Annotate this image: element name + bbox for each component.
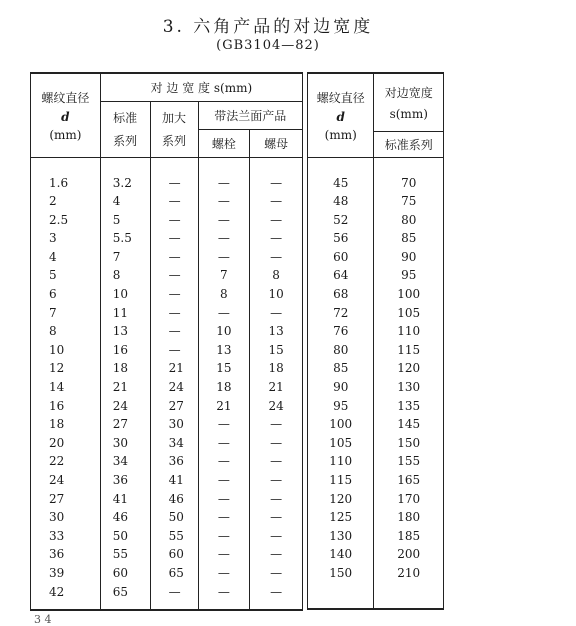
table-cell: —: [250, 471, 303, 490]
header-label: 标准: [113, 111, 138, 125]
table-cell: 120: [374, 359, 444, 378]
table-cell: 150: [374, 434, 444, 453]
table-cell: —: [250, 452, 303, 471]
standard-code: (GB3104—82): [216, 38, 320, 53]
table-cell: 100: [308, 415, 374, 434]
table-cell: —: [250, 211, 303, 230]
header-thread-diameter: [308, 73, 374, 157]
table-row: [31, 527, 303, 546]
bottom-cell: [308, 583, 374, 610]
table-cell: 200: [374, 545, 444, 564]
table-cell: 15: [198, 359, 250, 378]
table-cell: —: [150, 229, 198, 248]
spacer-cell: [250, 157, 303, 174]
table-cell: 105: [308, 434, 374, 453]
table-cell: 36: [100, 471, 150, 490]
table-cell: —: [150, 583, 198, 602]
table-cell: 2.5: [31, 211, 101, 230]
table-row: [31, 304, 303, 323]
table-cell: 8: [198, 285, 250, 304]
table-cell: —: [250, 415, 303, 434]
table-cell: 36: [31, 545, 101, 564]
table-row: [31, 397, 303, 416]
table-cell: 125: [308, 508, 374, 527]
table-cell: 30: [100, 434, 150, 453]
table-cell: 5: [31, 266, 101, 285]
right-table: [307, 72, 444, 610]
spacer-cell: [100, 157, 150, 174]
table-row: [31, 564, 303, 583]
table-cell: —: [198, 471, 250, 490]
table-cell: 39: [31, 564, 101, 583]
table-cell: 27: [150, 397, 198, 416]
table-cell: 13: [250, 322, 303, 341]
table-cell: 20: [31, 434, 101, 453]
table-cell: 46: [150, 490, 198, 509]
table-cell: 18: [250, 359, 303, 378]
table-row: [31, 211, 303, 230]
table-row: [308, 564, 444, 583]
spacer-row: [308, 157, 444, 174]
table-cell: —: [198, 229, 250, 248]
table-row: [308, 527, 444, 546]
table-cell: 42: [31, 583, 101, 602]
table-row: [308, 285, 444, 304]
table-cell: 76: [308, 322, 374, 341]
header-enlarged: [150, 101, 198, 157]
table-cell: 170: [374, 490, 444, 509]
table-row: [31, 378, 303, 397]
header-label: 系列: [113, 134, 138, 148]
spacer-cell: [31, 157, 101, 174]
table-cell: 85: [308, 359, 374, 378]
table-cell: —: [250, 490, 303, 509]
table-cell: 10: [250, 285, 303, 304]
table-cell: 10: [31, 341, 101, 360]
table-cell: —: [150, 285, 198, 304]
left-table: [30, 72, 303, 611]
header-standard: [100, 101, 150, 157]
spacer-cell: [198, 157, 250, 174]
table-cell: —: [250, 434, 303, 453]
table-cell: —: [150, 266, 198, 285]
table-cell: 18: [198, 378, 250, 397]
table-cell: —: [198, 248, 250, 267]
bottom-row: [308, 583, 444, 610]
table-cell: 64: [308, 266, 374, 285]
table-row: [308, 471, 444, 490]
table-row: [31, 434, 303, 453]
table-cell: —: [198, 211, 250, 230]
header-unit: s(mm): [389, 106, 428, 121]
table-cell: 100: [374, 285, 444, 304]
table-row: [31, 490, 303, 509]
table-row: [308, 490, 444, 509]
table-cell: 5: [100, 211, 150, 230]
table-row: [308, 174, 444, 193]
table-cell: 80: [308, 341, 374, 360]
table-cell: 120: [308, 490, 374, 509]
table-cell: 8: [100, 266, 150, 285]
table-cell: 46: [100, 508, 150, 527]
table-row: [308, 378, 444, 397]
bottom-cell: [100, 601, 150, 610]
table-cell: 30: [31, 508, 101, 527]
table-row: [308, 192, 444, 211]
table-cell: —: [198, 174, 250, 193]
table-cell: —: [250, 527, 303, 546]
table-cell: 6: [31, 285, 101, 304]
table-cell: —: [198, 304, 250, 323]
header-bolt: 螺栓: [198, 129, 250, 157]
table-cell: —: [198, 508, 250, 527]
table-cell: 18: [31, 415, 101, 434]
table-row: [31, 285, 303, 304]
table-cell: 65: [100, 583, 150, 602]
table-row: [31, 322, 303, 341]
table-cell: —: [198, 583, 250, 602]
page-footer-mark: 3 4: [34, 613, 52, 626]
table-row: [308, 397, 444, 416]
table-cell: 4: [100, 192, 150, 211]
table-row: [31, 341, 303, 360]
table-cell: 24: [31, 471, 101, 490]
table-cell: 135: [374, 397, 444, 416]
header-nut: 螺母: [250, 129, 303, 157]
table-cell: 21: [250, 378, 303, 397]
table-row: [308, 322, 444, 341]
table-cell: 145: [374, 415, 444, 434]
table-cell: 10: [198, 322, 250, 341]
table-cell: 75: [374, 192, 444, 211]
table-cell: 41: [100, 490, 150, 509]
table-cell: 115: [374, 341, 444, 360]
table-row: [308, 341, 444, 360]
table-cell: —: [150, 341, 198, 360]
table-cell: 30: [150, 415, 198, 434]
table-row: [308, 452, 444, 471]
table-cell: 60: [308, 248, 374, 267]
table-cell: 80: [374, 211, 444, 230]
header-symbol: d: [61, 109, 70, 124]
table-row: [31, 583, 303, 602]
table-cell: 70: [374, 174, 444, 193]
header-width: [374, 73, 444, 131]
table-cell: 41: [150, 471, 198, 490]
table-row: [31, 359, 303, 378]
table-cell: —: [198, 415, 250, 434]
table-row: [308, 304, 444, 323]
table-row: [31, 266, 303, 285]
table-cell: 130: [374, 378, 444, 397]
table-cell: 155: [374, 452, 444, 471]
header-flange-group: 带法兰面产品: [198, 101, 303, 129]
header-label: 螺纹直径: [316, 90, 365, 105]
table-cell: —: [250, 564, 303, 583]
spacer-cell: [308, 157, 374, 174]
table-cell: —: [250, 248, 303, 267]
bottom-cell: [150, 601, 198, 610]
bottom-cell: [374, 583, 444, 610]
table-row: [31, 248, 303, 267]
table-cell: —: [250, 508, 303, 527]
table-cell: 48: [308, 192, 374, 211]
spacer-cell: [374, 157, 444, 174]
table-cell: —: [250, 304, 303, 323]
table-cell: 52: [308, 211, 374, 230]
table-row: [308, 545, 444, 564]
table-cell: 11: [100, 304, 150, 323]
table-cell: 50: [100, 527, 150, 546]
table-cell: 7: [31, 304, 101, 323]
table-cell: 22: [31, 452, 101, 471]
table-cell: —: [250, 583, 303, 602]
header-label: 系列: [162, 134, 187, 148]
table-cell: 115: [308, 471, 374, 490]
table-cell: 3.2: [100, 174, 150, 193]
header-label: 加大: [162, 111, 187, 125]
bottom-cell: [250, 601, 303, 610]
table-cell: 60: [150, 545, 198, 564]
table-row: [31, 192, 303, 211]
table-cell: 33: [31, 527, 101, 546]
header-thread-diameter: [31, 73, 101, 157]
table-cell: 18: [100, 359, 150, 378]
table-cell: 105: [374, 304, 444, 323]
table-row: [308, 248, 444, 267]
table-cell: 1.6: [31, 174, 101, 193]
header-symbol: d: [336, 109, 345, 124]
table-cell: —: [198, 490, 250, 509]
table-cell: 14: [31, 378, 101, 397]
table-row: [31, 508, 303, 527]
header-label: 螺纹直径: [41, 90, 90, 105]
table-cell: —: [198, 564, 250, 583]
table-cell: —: [150, 322, 198, 341]
table-cell: 12: [31, 359, 101, 378]
table-cell: —: [250, 545, 303, 564]
table-cell: —: [150, 248, 198, 267]
table-row: [31, 471, 303, 490]
table-cell: 21: [100, 378, 150, 397]
spacer-row: [31, 157, 303, 174]
header-standard: 标准系列: [374, 131, 444, 157]
bottom-cell: [31, 601, 101, 610]
table-cell: 7: [100, 248, 150, 267]
table-cell: —: [150, 174, 198, 193]
table-cell: 110: [374, 322, 444, 341]
table-cell: 3: [31, 229, 101, 248]
table-cell: —: [250, 192, 303, 211]
bottom-cell: [198, 601, 250, 610]
table-cell: 72: [308, 304, 374, 323]
table-cell: 27: [31, 490, 101, 509]
spacer-cell: [150, 157, 198, 174]
header-unit: (mm): [324, 127, 357, 142]
header-width-group: 对 边 宽 度 s(mm): [100, 73, 302, 101]
table-cell: 185: [374, 527, 444, 546]
table-cell: 60: [100, 564, 150, 583]
header-unit: (mm): [49, 127, 82, 142]
table-cell: 55: [150, 527, 198, 546]
table-cell: 55: [100, 545, 150, 564]
table-cell: 130: [308, 527, 374, 546]
table-cell: 95: [374, 266, 444, 285]
table-cell: 13: [198, 341, 250, 360]
table-row: [308, 229, 444, 248]
table-cell: 24: [100, 397, 150, 416]
table-row: [308, 415, 444, 434]
table-cell: 90: [308, 378, 374, 397]
table-row: [308, 508, 444, 527]
table-row: [31, 415, 303, 434]
table-cell: —: [250, 174, 303, 193]
table-cell: 2: [31, 192, 101, 211]
table-cell: 13: [100, 322, 150, 341]
table-cell: 90: [374, 248, 444, 267]
table-cell: 27: [100, 415, 150, 434]
table-row: [308, 266, 444, 285]
table-row: [31, 452, 303, 471]
table-cell: —: [250, 229, 303, 248]
table-cell: 8: [31, 322, 101, 341]
table-cell: 56: [308, 229, 374, 248]
table-cell: 34: [100, 452, 150, 471]
table-row: [308, 211, 444, 230]
table-cell: 24: [250, 397, 303, 416]
table-cell: 150: [308, 564, 374, 583]
table-row: [31, 174, 303, 193]
table-cell: —: [198, 545, 250, 564]
table-cell: —: [198, 527, 250, 546]
table-cell: 50: [150, 508, 198, 527]
table-cell: 21: [198, 397, 250, 416]
table-cell: —: [198, 452, 250, 471]
table-cell: 95: [308, 397, 374, 416]
table-cell: 15: [250, 341, 303, 360]
table-cell: —: [150, 192, 198, 211]
table-cell: 8: [250, 266, 303, 285]
table-row: [31, 545, 303, 564]
table-cell: 4: [31, 248, 101, 267]
page-title: 3. 六角产品的对边宽度: [162, 17, 374, 37]
table-row: [308, 434, 444, 453]
table-cell: 36: [150, 452, 198, 471]
table-cell: 68: [308, 285, 374, 304]
table-cell: 21: [150, 359, 198, 378]
table-cell: 10: [100, 285, 150, 304]
table-cell: 16: [100, 341, 150, 360]
table-cell: 34: [150, 434, 198, 453]
table-cell: 110: [308, 452, 374, 471]
table-cell: 5.5: [100, 229, 150, 248]
table-cell: 65: [150, 564, 198, 583]
header-label: 对边宽度: [384, 85, 433, 100]
table-cell: 180: [374, 508, 444, 527]
table-cell: —: [150, 304, 198, 323]
table-cell: 85: [374, 229, 444, 248]
table-cell: —: [150, 211, 198, 230]
table-cell: 45: [308, 174, 374, 193]
table-row: [308, 359, 444, 378]
table-cell: 210: [374, 564, 444, 583]
table-cell: —: [198, 192, 250, 211]
table-cell: 16: [31, 397, 101, 416]
table-cell: 165: [374, 471, 444, 490]
table-cell: 24: [150, 378, 198, 397]
bottom-row: [31, 601, 303, 610]
table-cell: 7: [198, 266, 250, 285]
table-row: [31, 229, 303, 248]
table-cell: —: [198, 434, 250, 453]
table-cell: 140: [308, 545, 374, 564]
